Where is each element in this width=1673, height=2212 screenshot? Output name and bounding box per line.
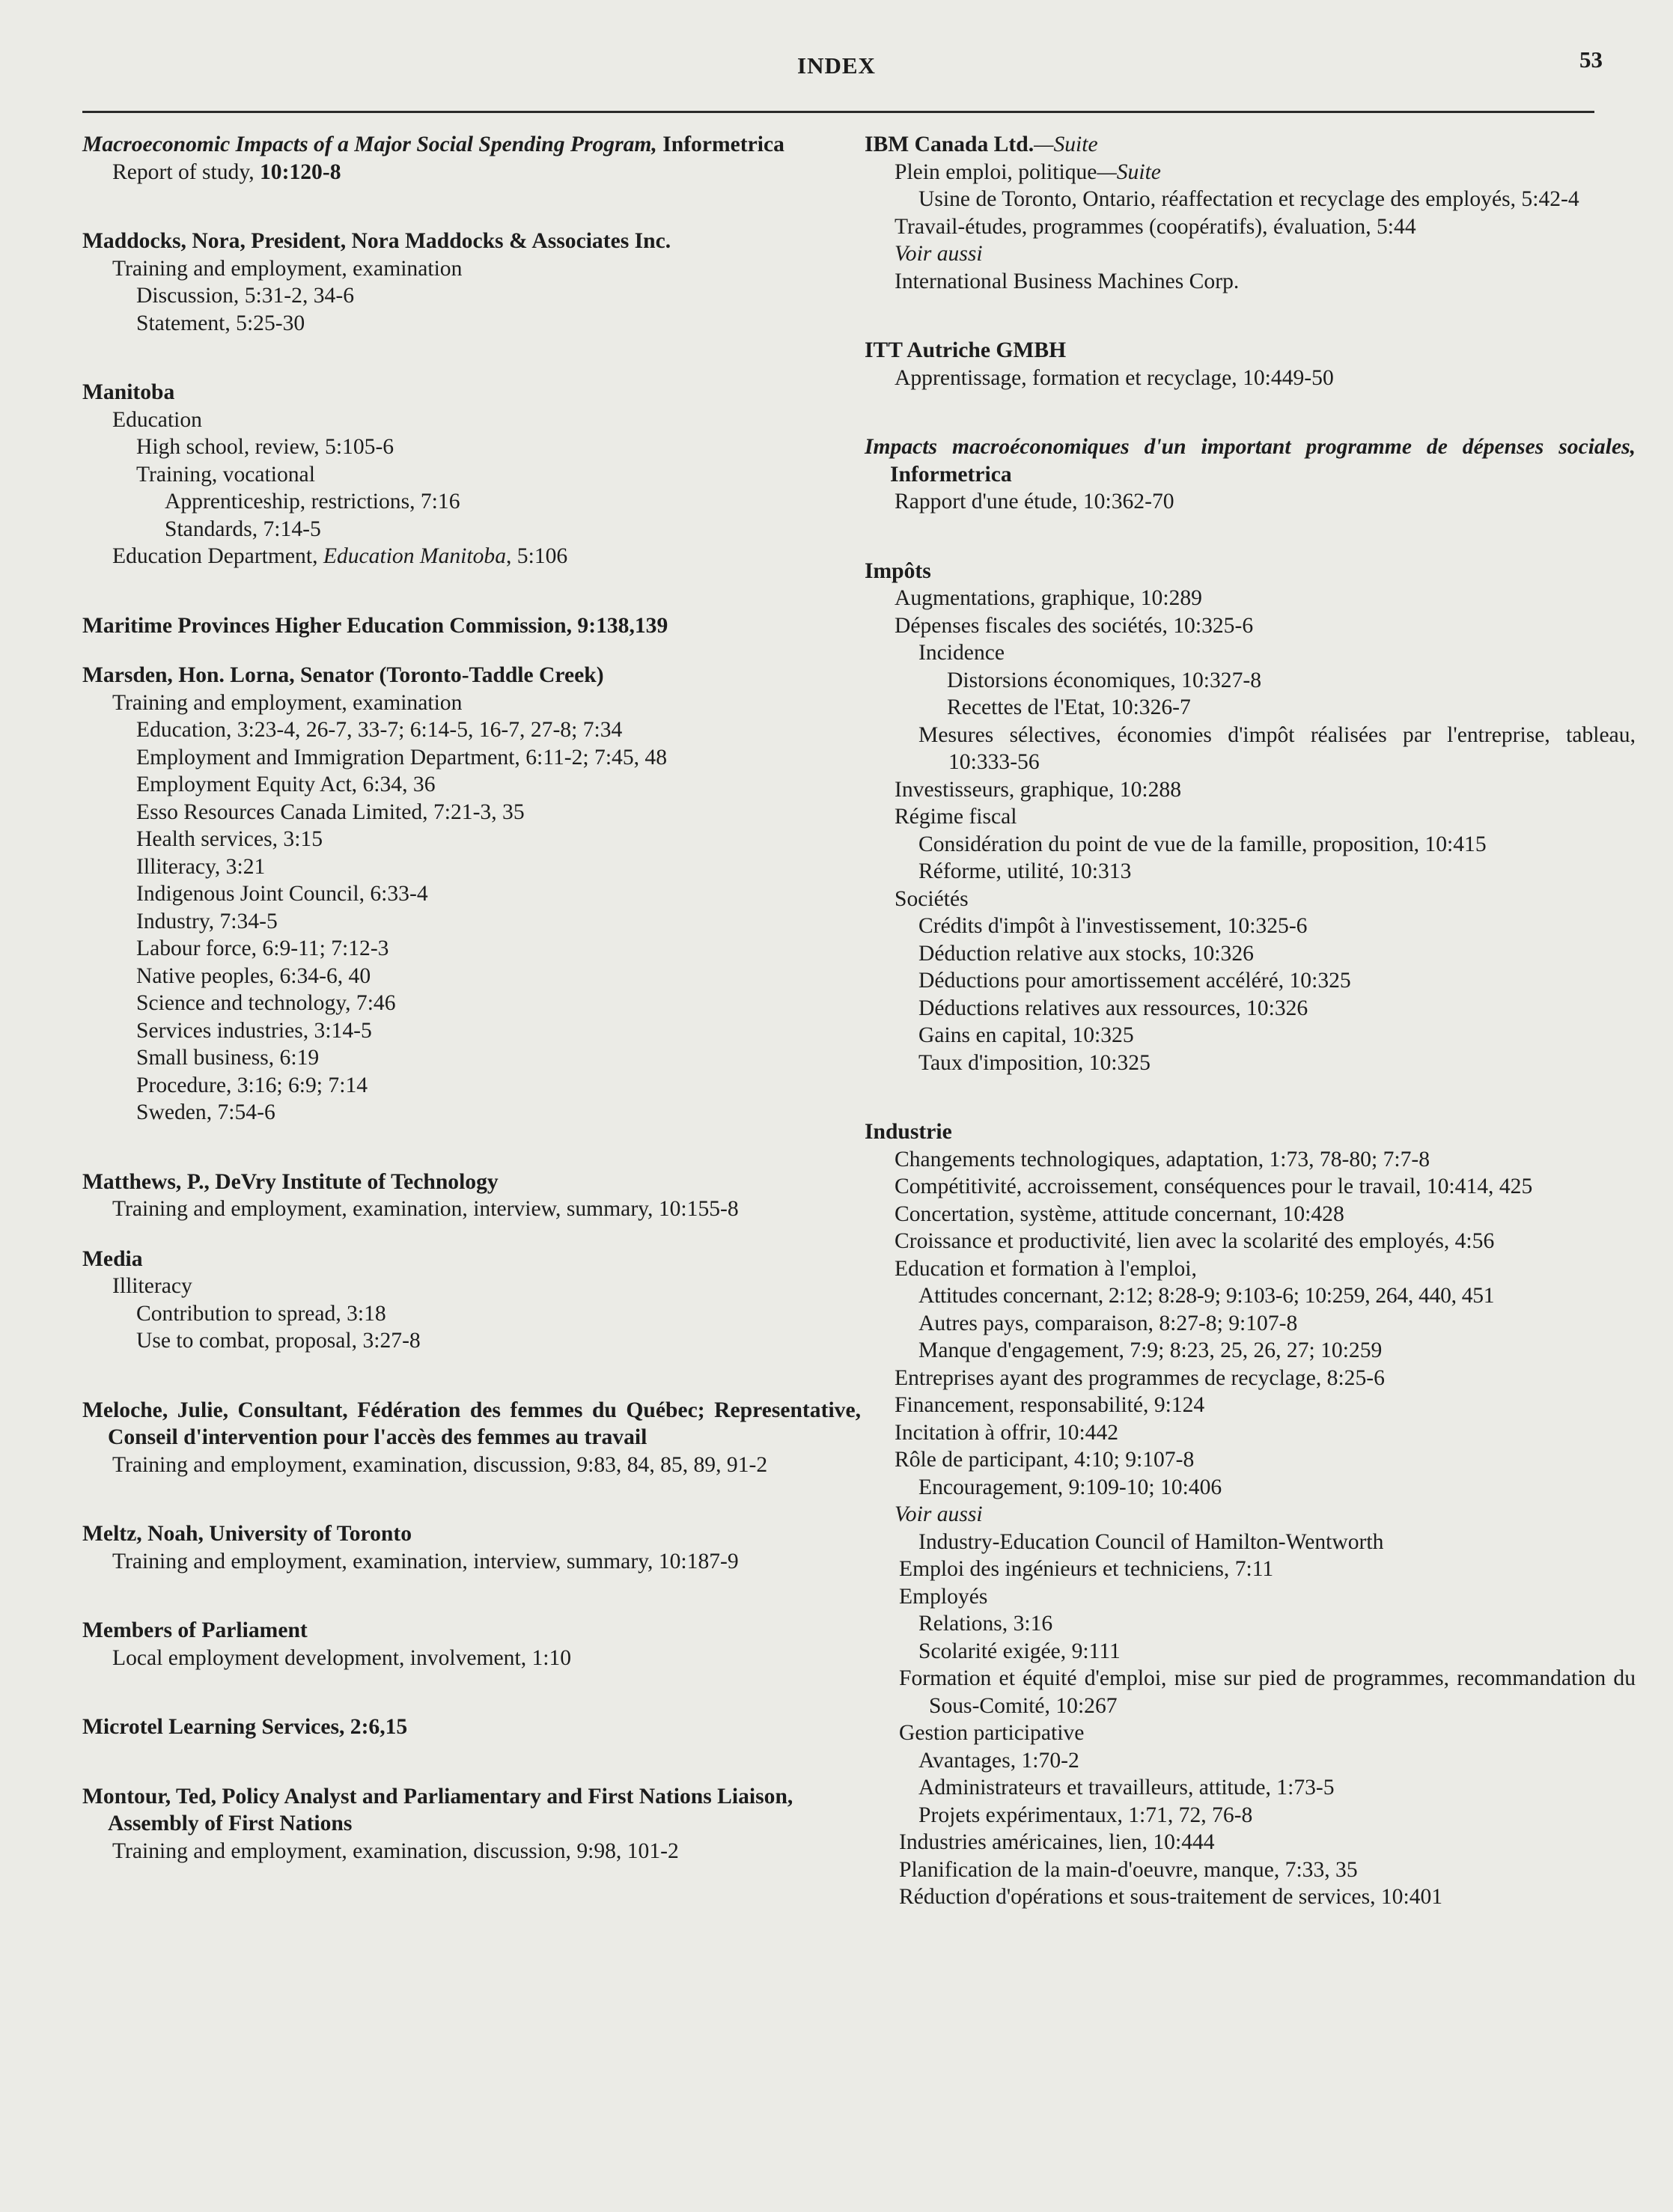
page-header	[0, 46, 1673, 91]
subentry: Concertation, système, attitude concernant, 10:428	[895, 1201, 1344, 1226]
entry-heading: Industrie	[865, 1120, 952, 1144]
subentry: Training and employment, examination, interview, summary, 10:187-9	[112, 1549, 739, 1573]
entry-heading: Members of Parliament	[82, 1618, 308, 1642]
heading-part: IBM Canada Ltd.	[865, 132, 1034, 156]
subentry-text: Report of study,	[112, 159, 260, 184]
subentry: Industry, 7:34-5	[136, 909, 278, 933]
subentry: Local employment development, involvement, 1:10	[112, 1645, 572, 1670]
subentry: Industry-Education Council of Hamilton-Wentworth	[918, 1529, 1384, 1554]
subentry: Dépenses fiscales des sociétés, 10:325-6	[895, 613, 1254, 638]
subentry: Use to combat, proposal, 3:27-8	[136, 1329, 421, 1353]
subentry: Considération du point de vue de la famille, proposition, 10:415	[918, 832, 1487, 856]
subentry: Illiteracy, 3:21	[136, 854, 266, 879]
subentry-italic: —Suite	[1097, 159, 1161, 184]
subentry: Education	[112, 407, 202, 432]
entry-heading: Meloche, Julie, Consultant, Fédération des femmes du Québec; Representative, Conseil d'intervention pour l'accès des femmes au travail	[82, 1398, 861, 1449]
subentry	[82, 159, 861, 186]
see-also-label: Voir aussi	[895, 242, 983, 266]
subentry: Autres pays, comparaison, 8:27-8; 9:107-8	[918, 1311, 1298, 1335]
subentry: Scolarité exigée, 9:111	[918, 1639, 1121, 1663]
entry-heading	[865, 433, 1636, 488]
subentry: Training and employment, examination	[112, 256, 463, 281]
index-entry	[865, 337, 1636, 391]
subentry: Training, vocational	[136, 462, 315, 487]
subentry: Changements technologiques, adaptation, 1:73, 78-80; 7:7-8	[895, 1147, 1430, 1171]
heading-part: Informetrica	[890, 462, 1012, 487]
subentry: Education, 3:23-4, 26-7, 33-7; 6:14-5, 16-7, 27-8; 7:34	[136, 718, 623, 742]
subentry: Esso Resources Canada Limited, 7:21-3, 35	[136, 799, 525, 824]
subentry: Travail-études, programmes (coopératifs), évaluation, 5:44	[895, 214, 1416, 239]
subentry: Emploi des ingénieurs et techniciens, 7:11	[899, 1557, 1274, 1581]
subentry-text: Education Department,	[112, 544, 323, 568]
index-entry	[865, 433, 1636, 516]
page-number: 53	[1579, 46, 1603, 73]
subentry: Déductions relatives aux ressources, 10:326	[918, 996, 1308, 1020]
subentry: Déductions pour amortissement accéléré, 10:325	[918, 969, 1351, 993]
subentry: Labour force, 6:9-11; 7:12-3	[136, 936, 389, 960]
page-reference: 10:120-8	[260, 159, 341, 184]
index-entry	[865, 558, 1636, 1077]
heading-italic-part: Macroeconomic Impacts of a Major Social Spending Program,	[82, 132, 657, 156]
index-entry	[82, 612, 861, 640]
subentry: Science and technology, 7:46	[136, 991, 396, 1015]
right-column	[865, 131, 1636, 1953]
subentry: Contribution to spread, 3:18	[136, 1301, 386, 1326]
subentry: Gestion participative	[899, 1721, 1085, 1745]
subentry: Distorsions économiques, 10:327-8	[947, 668, 1262, 692]
index-entry	[82, 1713, 861, 1741]
subentry: Déduction relative aux stocks, 10:326	[918, 941, 1254, 966]
see-also-label: Voir aussi	[895, 1502, 983, 1526]
entry-heading: Manitoba	[82, 380, 175, 404]
entry-heading: Matthews, P., DeVry Institute of Technology	[82, 1169, 499, 1194]
subentry: Apprentissage, formation et recyclage, 10:449-50	[895, 365, 1334, 390]
index-entry	[865, 131, 1636, 295]
entry-heading: Maritime Provinces Higher Education Commission, 9:138,139	[82, 613, 668, 638]
index-entry	[82, 1520, 861, 1575]
subentry: Statement, 5:25-30	[136, 311, 305, 335]
entry-heading: Meltz, Noah, University of Toronto	[82, 1522, 412, 1546]
entry-heading	[82, 131, 861, 159]
entry-heading: Impôts	[865, 558, 931, 583]
subentry: Health services, 3:15	[136, 827, 323, 851]
subentry: Services industries, 3:14-5	[136, 1018, 372, 1043]
subentry: Employment and Immigration Department, 6:11-2; 7:45, 48	[136, 745, 668, 770]
subentry: Attitudes concernant, 2:12; 8:28-9; 9:103-6; 10:259, 264, 440, 451	[918, 1284, 1495, 1308]
subentry-text: , 5:106	[506, 544, 568, 568]
subentry: Native peoples, 6:34-6, 40	[136, 963, 371, 988]
subentry: High school, review, 5:105-6	[136, 435, 394, 459]
index-entry	[82, 379, 861, 570]
subentry: Entreprises ayant des programmes de recyclage, 8:25-6	[895, 1365, 1385, 1390]
subentry	[865, 159, 1636, 186]
heading-part: Informetrica	[656, 132, 784, 156]
subentry: Education et formation à l'emploi,	[895, 1256, 1197, 1281]
subentry: Investisseurs, graphique, 10:288	[895, 777, 1182, 802]
subentry: Administrateurs et travailleurs, attitude, 1:73-5	[918, 1776, 1335, 1800]
subentry: Planification de la main-d'oeuvre, manque, 7:33, 35	[899, 1857, 1358, 1882]
index-entry	[82, 1246, 861, 1355]
subentry: Employment Equity Act, 6:34, 36	[136, 773, 436, 796]
index-entry	[82, 1617, 861, 1672]
subentry: Financement, responsabilité, 9:124	[895, 1393, 1205, 1417]
subentry: Mesures sélectives, économies d'impôt réalisées par l'entreprise, tableau, 10:333-56	[918, 722, 1636, 774]
subentry: Projets expérimentaux, 1:71, 72, 76-8	[918, 1803, 1253, 1827]
subentry: Crédits d'impôt à l'investissement, 10:325-6	[918, 914, 1308, 938]
left-column	[82, 131, 861, 1907]
subentry-text: Plein emploi, politique	[895, 159, 1097, 184]
header-rule	[82, 111, 1594, 113]
index-entry	[82, 1169, 861, 1223]
entry-heading: ITT Autriche GMBH	[865, 338, 1067, 362]
subentry: Relations, 3:16	[918, 1612, 1053, 1636]
index-entry	[82, 1783, 861, 1865]
subentry: Gains en capital, 10:325	[918, 1023, 1134, 1047]
subentry: Employés	[899, 1584, 988, 1609]
entry-heading: Montour, Ted, Policy Analyst and Parliamentary and First Nations Liaison, Assembly of First Nations	[82, 1784, 793, 1835]
page-title: INDEX	[797, 52, 876, 79]
subentry: Augmentations, graphique, 10:289	[895, 586, 1202, 610]
index-entry	[865, 1118, 1636, 1911]
index-entry	[82, 228, 861, 337]
entry-heading: Microtel Learning Services, 2:6,15	[82, 1715, 408, 1739]
subentry: Training and employment, examination	[112, 690, 463, 715]
subentry: Apprenticeship, restrictions, 7:16	[165, 490, 460, 514]
subentry: Taux d'imposition, 10:325	[918, 1050, 1151, 1075]
subentry: Compétitivité, accroissement, conséquences pour le travail, 10:414, 425	[895, 1174, 1533, 1198]
entry-heading	[865, 131, 1636, 159]
subentry: Sociétés	[895, 886, 969, 911]
subentry: Réduction d'opérations et sous-traitement de services, 10:401	[899, 1885, 1443, 1909]
index-entry	[82, 1397, 861, 1479]
subentry: Small business, 6:19	[136, 1046, 320, 1070]
subentry: Régime fiscal	[895, 805, 1017, 829]
subentry: Procedure, 3:16; 6:9; 7:14	[136, 1073, 368, 1097]
heading-italic-part: —Suite	[1034, 132, 1098, 156]
entry-heading: Media	[82, 1246, 143, 1271]
subentry: Discussion, 5:31-2, 34-6	[136, 284, 354, 308]
subentry: Rapport d'une étude, 10:362-70	[895, 490, 1174, 514]
heading-italic-part: Impacts macroéconomiques d'un important programme de dépenses sociales,	[865, 435, 1636, 459]
subentry: Training and employment, examination, discussion, 9:83, 84, 85, 89, 91-2	[112, 1452, 768, 1477]
subentry: Encouragement, 9:109-10; 10:406	[918, 1475, 1222, 1499]
subentry: Croissance et productivité, lien avec la scolarité des employés, 4:56	[895, 1229, 1495, 1253]
subentry: Illiteracy	[112, 1274, 192, 1298]
subentry: Manque d'engagement, 7:9; 8:23, 25, 26, 27; 10:259	[918, 1338, 1383, 1362]
subentry-italic: Education Manitoba	[323, 544, 506, 568]
subentry: Standards, 7:14-5	[165, 517, 321, 541]
subentry	[82, 543, 861, 570]
index-entry	[82, 131, 861, 186]
subentry: Rôle de participant, 4:10; 9:107-8	[895, 1448, 1195, 1472]
subentry: Recettes de l'Etat, 10:326-7	[947, 695, 1191, 719]
subentry: Réforme, utilité, 10:313	[918, 859, 1132, 883]
subentry: Incitation à offrir, 10:442	[895, 1420, 1119, 1445]
subentry: Formation et équité d'emploi, mise sur pied de programmes, recommandation du Sous-Comité, 10:267	[899, 1666, 1636, 1718]
subentry: Incidence	[918, 641, 1005, 665]
subentry: Avantages, 1:70-2	[918, 1748, 1079, 1773]
index-entry	[82, 662, 861, 1127]
subentry: Training and employment, examination, discussion, 9:98, 101-2	[112, 1838, 679, 1863]
subentry: Sweden, 7:54-6	[136, 1100, 275, 1124]
entry-heading: Marsden, Hon. Lorna, Senator (Toronto-Taddle Creek)	[82, 663, 604, 687]
subentry: Usine de Toronto, Ontario, réaffectation et recyclage des employés, 5:42-4	[918, 187, 1579, 211]
subentry: Industries américaines, lien, 10:444	[899, 1830, 1215, 1854]
subentry: International Business Machines Corp.	[895, 269, 1240, 293]
entry-heading: Maddocks, Nora, President, Nora Maddocks & Associates Inc.	[82, 229, 671, 253]
subentry: Indigenous Joint Council, 6:33-4	[136, 882, 428, 906]
subentry: Training and employment, examination, interview, summary, 10:155-8	[112, 1197, 739, 1221]
